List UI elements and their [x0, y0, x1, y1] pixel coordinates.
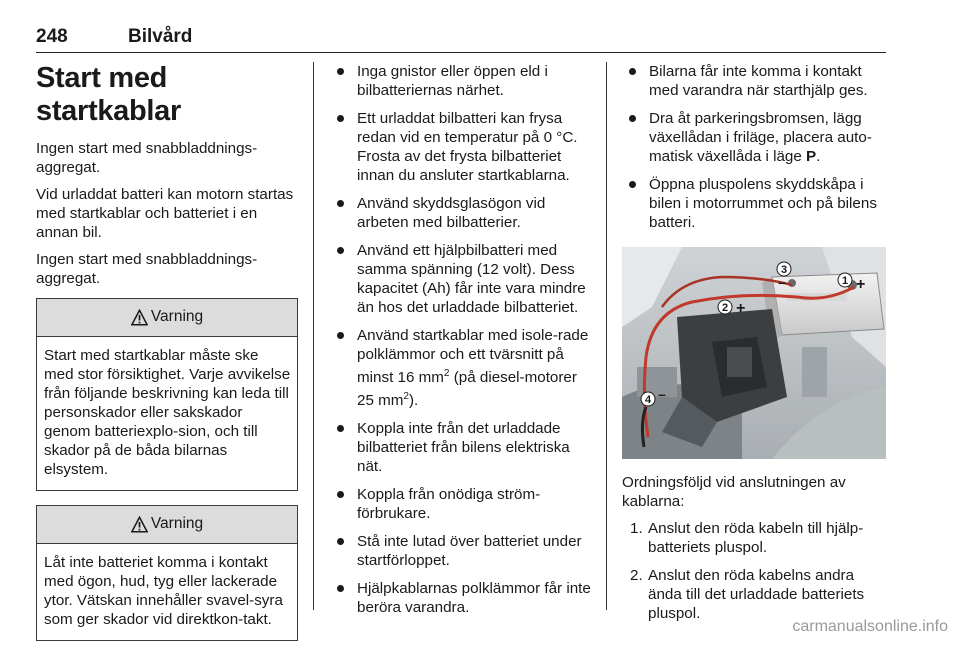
list-item [622, 175, 886, 232]
figure-label-4: 4 [644, 394, 652, 406]
bullet-icon [337, 538, 344, 545]
list-item-text: Inga gnistor eller öppen eld i bilbatteriernas närhet. [357, 63, 548, 99]
list-item [622, 109, 886, 166]
paragraph: Ingen start med snabbladdnings-aggregat. [36, 139, 258, 176]
list-item-text: (på diesel-motorer 25 mm [357, 369, 577, 410]
bullet-icon [629, 181, 636, 188]
section-title: Start med startkablar [36, 62, 181, 128]
bullet-icon [337, 115, 344, 122]
list-item [330, 532, 592, 570]
warning-title: Varning [150, 515, 204, 533]
list-item-text: ). [408, 392, 419, 410]
list-item-text: Anslut den röda kabeln till hjälp-batteriets pluspol. [648, 520, 864, 556]
figure-label-plus: + [736, 300, 746, 317]
list-item-text: Använd startkablar med isole-rade polklämmor och ett tvärsnitt på minst 16 mm [357, 327, 589, 387]
list-item [330, 241, 592, 317]
column-left [36, 62, 298, 653]
list-item-text: Dra åt parkeringsbromsen, lägg växellådan i friläge, placera auto-matisk växellåda i läge [649, 110, 872, 165]
list-item [330, 485, 592, 523]
bullet-icon [337, 491, 344, 498]
superscript: 2 [403, 391, 409, 403]
superscript: 2 [443, 368, 450, 379]
list-item [622, 566, 886, 623]
step-number: 1. [630, 520, 643, 537]
step-number: 2. [630, 567, 643, 584]
figure-label-3: 3 [780, 264, 788, 276]
list-item-text: Stå inte lutad över batteriet under startförloppet. [357, 533, 582, 570]
list-item-text: Öppna pluspolens skyddskåpa i bilen i motorrummet och på bilens batteri. [649, 176, 877, 231]
list-item [330, 326, 592, 410]
paragraph: Ordningsföljd vid anslutningen av kablarna: [622, 474, 846, 510]
list-item-text: . [816, 148, 821, 165]
list-item-text: Koppla inte från det urladdade bilbatteriet från bilens elektriska nät. [357, 420, 570, 476]
paragraph: Vid urladdat batteri kan motorn startas med startkablar och batteriet i en annan bil. [36, 185, 294, 241]
bullet-icon [337, 585, 344, 592]
paragraph: Ingen start med snabbladdnings-aggregat. [36, 250, 258, 287]
column-middle [330, 62, 592, 626]
warning-text: Start med startkablar måste ske med stor försiktighet. Varje avvikelse från följande beskrivning kan leda till personskador eller sakskador genom batteriexplo-sion, och till skador på de båda bilarnas elsystem. [44, 346, 291, 478]
engine-bay-figure [622, 247, 886, 459]
bullet-icon [337, 68, 344, 75]
list-item-text: Använd skyddsglasögon vid arbeten med bilbatterier. [357, 195, 546, 231]
list-item-text: Koppla från onödiga ström-förbrukare. [357, 486, 541, 523]
column-divider [606, 62, 607, 610]
watermark: carmanualsonline.info [792, 618, 948, 635]
list-item [330, 579, 592, 617]
page-number: 248 [36, 26, 68, 47]
list-item [622, 62, 886, 100]
bullet-icon [337, 425, 344, 432]
warning-triangle-icon [131, 309, 148, 326]
numbered-list [622, 519, 886, 623]
list-item [330, 62, 592, 100]
column-right [622, 62, 886, 632]
warning-text: Låt inte batteriet komma i kontakt med ögon, hud, tyg eller lackerade ytor. Vätskan innehåller svavel-syra som ger skador vid direktkon-takt. [44, 553, 283, 628]
bullet-list [622, 62, 886, 232]
bullet-icon [337, 200, 344, 207]
warning-title: Varning [150, 308, 204, 326]
list-item-text: Använd ett hjälpbilbatteri med samma spänning (12 volt). Dess kapacitet (Ah) får inte vara mindre än hos det urladdade bilbatteriet. [357, 242, 586, 316]
warning-box [36, 298, 298, 491]
bullet-icon [629, 68, 636, 75]
warning-box [36, 505, 298, 641]
gear-position: P [806, 148, 817, 165]
warning-header [37, 506, 297, 544]
bullet-icon [629, 115, 636, 122]
chapter-title: Bilvård [128, 26, 193, 47]
figure-label-1: 1 [841, 275, 849, 287]
bullet-icon [337, 247, 344, 254]
figure-label-minus: – [778, 274, 786, 290]
figure-label-plus: + [856, 276, 866, 293]
figure-label-2: 2 [721, 302, 729, 314]
list-item-text: Anslut den röda kabelns andra ända till det urladdade batteriets pluspol. [648, 567, 865, 622]
bullet-icon [337, 332, 344, 339]
list-item [330, 194, 592, 232]
warning-triangle-icon [131, 516, 148, 533]
figure-label-minus: – [658, 386, 666, 402]
column-divider [313, 62, 314, 610]
list-item-text: Bilarna får inte komma i kontakt med varandra när starthjälp ges. [649, 63, 868, 99]
list-item [622, 519, 886, 557]
warning-header [37, 299, 297, 337]
list-item [330, 419, 592, 476]
list-item-text: Hjälpkablarnas polklämmor får inte beröra varandra. [357, 580, 591, 617]
page-header [36, 26, 886, 53]
list-item-text: Ett urladdat bilbatteri kan frysa redan vid en temperatur på 0 °C. Frosta av det frysta bilbatteriet innan du ansluter startkablarna. [357, 110, 578, 184]
list-item [330, 109, 592, 185]
bullet-list [330, 62, 592, 617]
